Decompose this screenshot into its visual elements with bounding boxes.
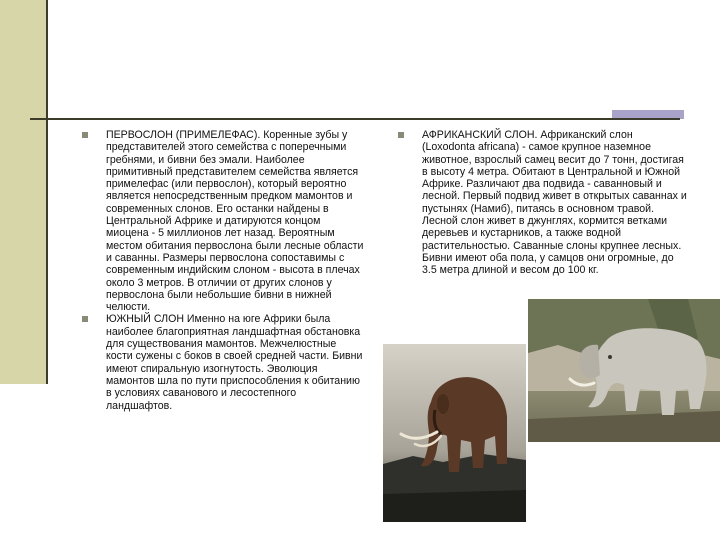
bullet-item-southern-elephant [82, 313, 364, 411]
square-bullet-icon [398, 132, 404, 138]
bullet-text: ПЕРВОСЛОН (ПРИМЕЛЕФАС). Коренные зубы у представителей этого семейства с поперечными гребнями, и бивни без эмали. Наиболее примитивный представителем семейства является примелефас (или первослон), который вероятно является непосредственным предком мамонтов и современных слонов. Его останки найдены в Центральной Африке и датируются концом миоцена - 5 миллионов лет назад. Вероятным местом обитания первослона были лесные области и саванны. Размеры первослона сопоставимы с современным индийским слоном - высота в плечах около 3 метров. В отличии от других слонов у первослона были небольшие бивни в нижней челюсти. [106, 129, 364, 314]
bullet-text: ЮЖНЫЙ СЛОН Именно на юге Африки была наиболее благоприятная ландшафтная обстановка для существования мамонтов. Межчелюстные кости сужены с боков в своей средней части. Бивни имеют спиральную изогнутость. Эволюция мамонтов шла по пути приспособления к обитанию в условиях саванового и лесостепного ландшафтов. [106, 313, 363, 412]
bullet-item-primelephas [82, 129, 364, 313]
bullet-item-african-elephant [398, 129, 688, 277]
square-bullet-icon [82, 132, 88, 138]
african-elephant-photo [528, 299, 720, 442]
right-text-column [398, 129, 688, 277]
mammoth-photo [383, 344, 526, 522]
title-rule [30, 118, 680, 120]
side-accent-band [0, 0, 46, 384]
left-text-column [82, 129, 364, 412]
square-bullet-icon [82, 316, 88, 322]
side-accent-line [46, 0, 48, 384]
bullet-text: АФРИКАНСКИЙ СЛОН. Африканский слон (Loxodonta africana) - самое крупное наземное животное, взрослый самец весит до 7 тонн, достигая в высоту 4 метра. Обитают в Центральной и Южной Африке. Различают два подвида - саванновый и лесной. Первый подвид живет в открытых саваннах и пустынях (Намиб), питаясь в основном травой. Лесной слон живет в джунглях, кормится ветками деревьев и кустарников, а также водной растительностью. Саванные слоны крупнее лесных. Бивни имеют оба пола, у самцов они огромные, до 3.5 метра длиной и весом до 100 кг. [422, 129, 687, 277]
